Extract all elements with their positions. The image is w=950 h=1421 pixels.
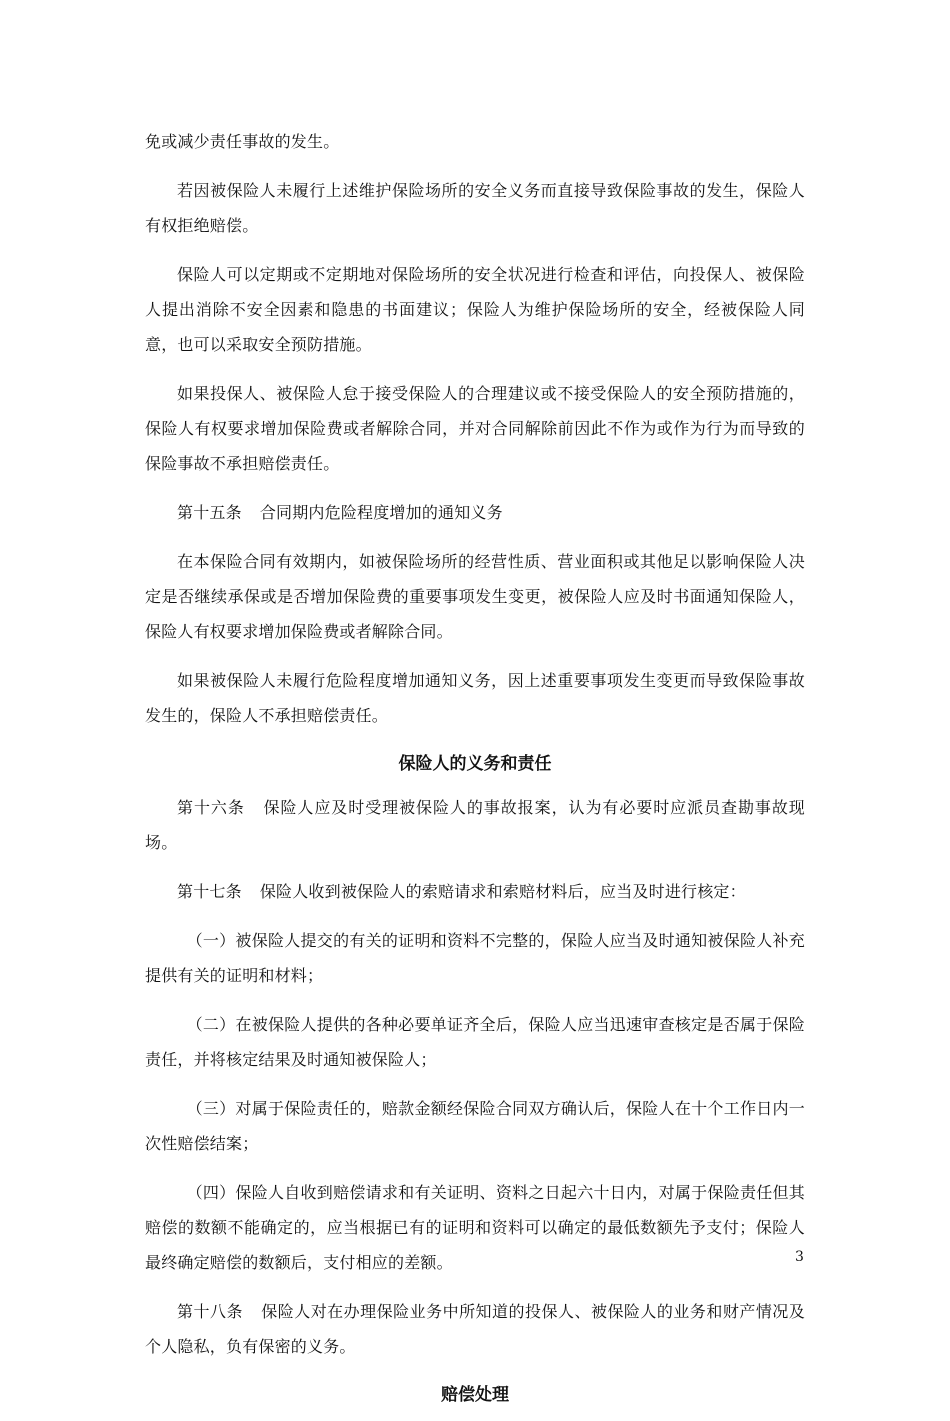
article-16-number: 第十六条 xyxy=(177,798,245,817)
section-heading-claims-handling: 赔偿处理 xyxy=(441,1385,509,1405)
article-17-number: 第十七条 xyxy=(177,882,242,901)
article-15-heading xyxy=(145,495,805,530)
paragraph-refusal-of-advice: 如果投保人、被保险人怠于接受保险人的合理建议或不接受保险人的安全预防措施的，保险人有权要求增加保险费或者解除合同，并对合同解除前因此不作为或作为行为而导致的保险事故不承担赔偿责任。 xyxy=(145,384,805,473)
paragraph-risk-increase-notice: 在本保险合同有效期内，如被保险场所的经营性质、营业面积或其他足以影响保险人决定是否继续承保或是否增加保险费的重要事项发生变更，被保险人应及时书面通知保险人，保险人有权要求增加保险费或者解除合同。 xyxy=(145,552,805,641)
paragraph-safety-duty-breach: 若因被保险人未履行上述维护保险场所的安全义务而直接导致保险事故的发生，保险人有权拒绝赔偿。 xyxy=(145,181,805,235)
paragraph-continuation: 免或减少责任事故的发生。 xyxy=(145,132,340,151)
article-15-number: 第十五条 xyxy=(177,503,242,522)
article-17-item-2: （二）在被保险人提供的各种必要单证齐全后，保险人应当迅速审查核定是否属于保险责任，并将核定结果及时通知被保险人； xyxy=(145,1015,805,1069)
article-17-text: 保险人收到被保险人的索赔请求和索赔材料后，应当及时进行核定： xyxy=(259,882,746,901)
article-17-item-3: （三）对属于保险责任的，赔款金额经保险合同双方确认后，保险人在十个工作日内一次性赔偿结案； xyxy=(145,1099,805,1153)
paragraph-inspection: 保险人可以定期或不定期地对保险场所的安全状况进行检查和评估，向投保人、被保险人提出消除不安全因素和隐患的书面建议；保险人为维护保险场所的安全，经被保险人同意，也可以采取安全预防措施。 xyxy=(145,265,805,354)
article-18 xyxy=(145,1294,805,1364)
paragraph-risk-increase-breach: 如果被保险人未履行危险程度增加通知义务，因上述重要事项发生变更而导致保险事故发生的，保险人不承担赔偿责任。 xyxy=(145,671,805,725)
page-number: 3 xyxy=(795,1249,804,1265)
article-17-item-1: （一）被保险人提交的有关的证明和资料不完整的，保险人应当及时通知被保险人补充提供有关的证明和材料； xyxy=(145,931,805,985)
article-16-text: 保险人应及时受理被保险人的事故报案，认为有必要时应派员查勘事故现场。 xyxy=(145,798,805,852)
article-18-text: 保险人对在办理保险业务中所知道的投保人、被保险人的业务和财产情况及个人隐私，负有保密的义务。 xyxy=(145,1302,805,1356)
article-15-title: 合同期内危险程度增加的通知义务 xyxy=(259,503,503,522)
article-17 xyxy=(145,874,805,909)
document-body xyxy=(145,124,805,1421)
article-18-number: 第十八条 xyxy=(177,1302,243,1321)
article-17-item-4: （四）保险人自收到赔偿请求和有关证明、资料之日起六十日内，对属于保险责任但其赔偿的数额不能确定的，应当根据已有的证明和资料可以确定的最低数额先予支付；保险人最终确定赔偿的数额后，支付相应的差额。 xyxy=(145,1183,805,1272)
section-heading-insurer-duties: 保险人的义务和责任 xyxy=(398,754,552,774)
article-16 xyxy=(145,790,805,860)
